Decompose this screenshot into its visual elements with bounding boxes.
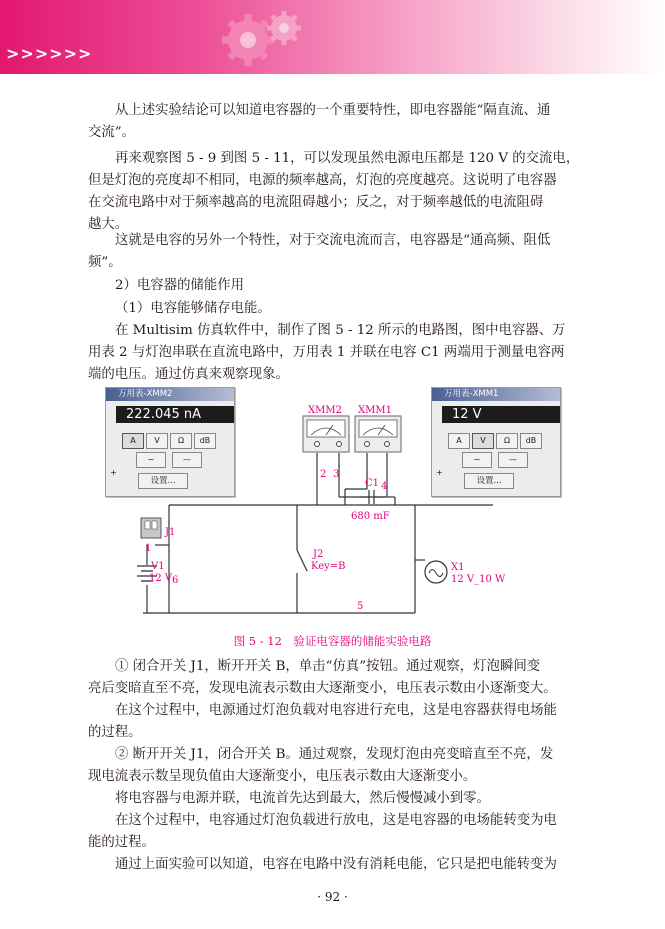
meter2-reading: 222.045 nA: [116, 406, 234, 423]
meter1-mode-ohm-button[interactable]: Ω: [496, 433, 518, 449]
meter1-reading: 12 V: [442, 406, 560, 423]
page-number: · 92 ·: [317, 890, 348, 904]
subheading-store-energy: （1）电容能够储存电能。: [115, 301, 271, 316]
node-1: 1: [145, 543, 152, 554]
paragraph-capacitor-property: 从上述实验结论可以知道电容器的一个重要特性，即电容器能“隔直流、通 交流”。: [88, 103, 551, 140]
paragraph-parallel: 将电容器与电源并联，电流首先达到最大，然后慢慢减小到零。: [115, 791, 490, 806]
node-4: 4: [381, 481, 388, 492]
multimeter-xmm2-panel[interactable]: [105, 387, 235, 497]
node-5: 5: [357, 601, 364, 612]
meter2-mode-ammeter-button[interactable]: A: [122, 433, 144, 449]
meter1-dc-button[interactable]: —: [498, 452, 528, 468]
node-3: 3: [333, 469, 340, 480]
meter2-settings-button[interactable]: 设置...: [138, 473, 188, 489]
label-xmm1: XMM1: [358, 405, 392, 416]
meter2-mode-db-button[interactable]: dB: [194, 433, 216, 449]
label-key: Key=B: [311, 561, 346, 572]
label-c1: C1: [365, 478, 380, 489]
figure-caption: 图 5 - 12 验证电容器的储能实验电路: [233, 634, 432, 648]
paragraph-step-two: ② 断开开关 J1，闭合开关 B。通过观察，发现灯泡由亮变暗直至不亮，发 现电流表示数呈现负值由大逐渐变小，电压表示数由大逐渐变小。: [88, 747, 554, 784]
meter1-plus-terminal: +: [436, 468, 443, 477]
meter1-mode-ammeter-button[interactable]: A: [448, 433, 470, 449]
label-v1-value: 12 V: [149, 573, 173, 584]
paragraph-multisim-intro: 在 Multisim 仿真软件中，制作了图 5 - 12 所示的电路图，图中电容器、万 用表 2 与灯泡串联在直流电路中，万用表 1 并联在电容 C1 两端用于测量电容两 端的电压。通过仿真来观察现象。: [88, 323, 566, 382]
meter1-settings-button[interactable]: 设置...: [464, 473, 514, 489]
multimeter-xmm1-panel[interactable]: [431, 387, 561, 497]
label-cap-value: 680 mF: [351, 511, 390, 522]
meter2-mode-ohm-button[interactable]: Ω: [170, 433, 192, 449]
label-x1-value: 12 V_10 W: [451, 574, 506, 585]
label-v1: V1: [151, 561, 165, 572]
paragraph-step-one: ① 闭合开关 J1，断开开关 B，单击“仿真”按钮。通过观察，灯泡瞬间变 亮后变暗直至不亮，发现电流表示数由大逐渐变小，电压表示数由小逐渐变大。: [88, 659, 557, 696]
meter2-dc-button[interactable]: —: [172, 452, 202, 468]
node-6: 6: [172, 575, 179, 586]
meter1-mode-db-button[interactable]: dB: [520, 433, 542, 449]
paragraph-conclusion: 通过上面实验可以知道，电容在电路中没有消耗电能，它只是把电能转变为: [115, 857, 557, 872]
label-j2: J2: [313, 549, 324, 560]
label-j1: J1: [165, 527, 176, 538]
paragraph-charging: 在这个过程中，电源通过灯泡负载对电容进行充电，这是电容器获得电场能 的过程。: [88, 703, 557, 740]
meter2-plus-terminal: +: [110, 468, 117, 477]
meter2-mode-voltmeter-button[interactable]: V: [146, 433, 168, 449]
meter1-mode-voltmeter-button[interactable]: V: [472, 433, 494, 449]
meter2-ac-button[interactable]: ∼: [136, 452, 166, 468]
label-x1: X1: [451, 562, 465, 573]
paragraph-frequency-observation: 再来观察图 5 - 9 到图 5 - 11，可以发现虽然电源电压都是 120 V 的交流电， 但是灯泡的亮度却不相同，电源的频率越高，灯泡的亮度越亮。这说明了电容器 在交流电路中对于频率越高的电流阻碍越小；反之，对于频率越低的电流阻碍 越大。: [88, 151, 580, 232]
meter1-title: 万用表-XMM1: [432, 388, 560, 401]
chapter-header-band: [0, 0, 665, 74]
gears-icon: [218, 4, 308, 70]
meter2-title: 万用表-XMM2: [106, 388, 234, 401]
circuit-figure: [95, 385, 575, 625]
paragraph-discharging: 在这个过程中，电容通过灯泡负载进行放电，这是电容器的电场能转变为电 能的过程。: [88, 813, 557, 850]
label-xmm2: XMM2: [308, 405, 342, 416]
node-2: 2: [320, 469, 327, 480]
meter1-ac-button[interactable]: ∼: [462, 452, 492, 468]
subheading-energy-storage: 2）电容器的储能作用: [115, 278, 245, 293]
paragraph-second-property: 这就是电容的另外一个特性，对于交流电流而言，电容器是“通高频、阻低 频”。: [88, 233, 551, 270]
header-arrows: >>>>>>: [6, 44, 93, 63]
